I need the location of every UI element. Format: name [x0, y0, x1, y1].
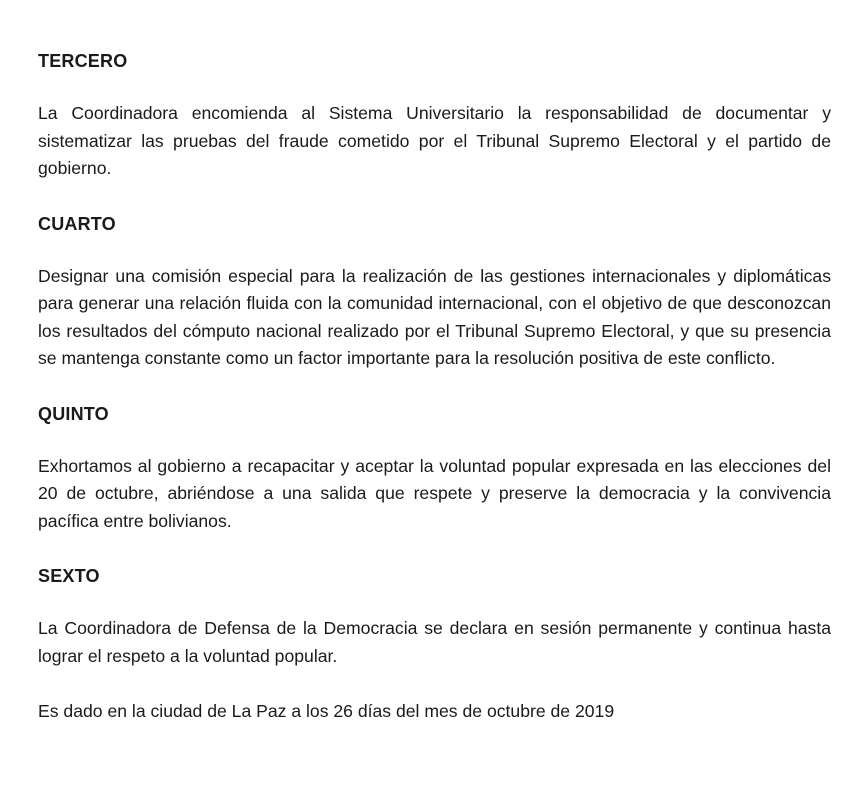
document-page — [38, 48, 831, 726]
section-heading-sexto: SEXTO — [38, 566, 100, 586]
section-text-sexto: La Coordinadora de Defensa de la Democracia se declara en sesión permanente y continua hasta lograr el respeto a la voluntad popular. — [38, 618, 831, 666]
section-heading-quinto: QUINTO — [38, 403, 109, 424]
section-heading-cuarto: CUARTO — [38, 213, 116, 234]
closing-statement: Es dado en la ciudad de La Paz a los 26 días del mes de octubre de 2019 — [38, 701, 615, 721]
section-text-tercero: La Coordinadora encomienda al Sistema Universitario la responsabilidad de documentar y sistematizar las pruebas del fraude cometido por el Tribunal Supremo Electoral y el partido de gobierno. — [38, 103, 831, 178]
section-text-cuarto: Designar una comisión especial para la realización de las gestiones internacionales y diplomáticas para generar una relación fluida con la comunidad internacional, con el objetivo de que desconozcan los resultados del cómputo nacional realizado por el Tribunal Supremo Electoral, y que su presencia se mantenga constante como un factor importante para la resolución positiva de este conflicto. — [38, 265, 831, 368]
section-text-quinto: Exhortamos al gobierno a recapacitar y aceptar la voluntad popular expresada en las elecciones del 20 de octubre, abriéndose a una salida que respete y preserve la democracia y la convivencia pacífica entre bolivianos. — [38, 455, 831, 531]
section-heading-tercero: TERCERO — [38, 51, 128, 71]
